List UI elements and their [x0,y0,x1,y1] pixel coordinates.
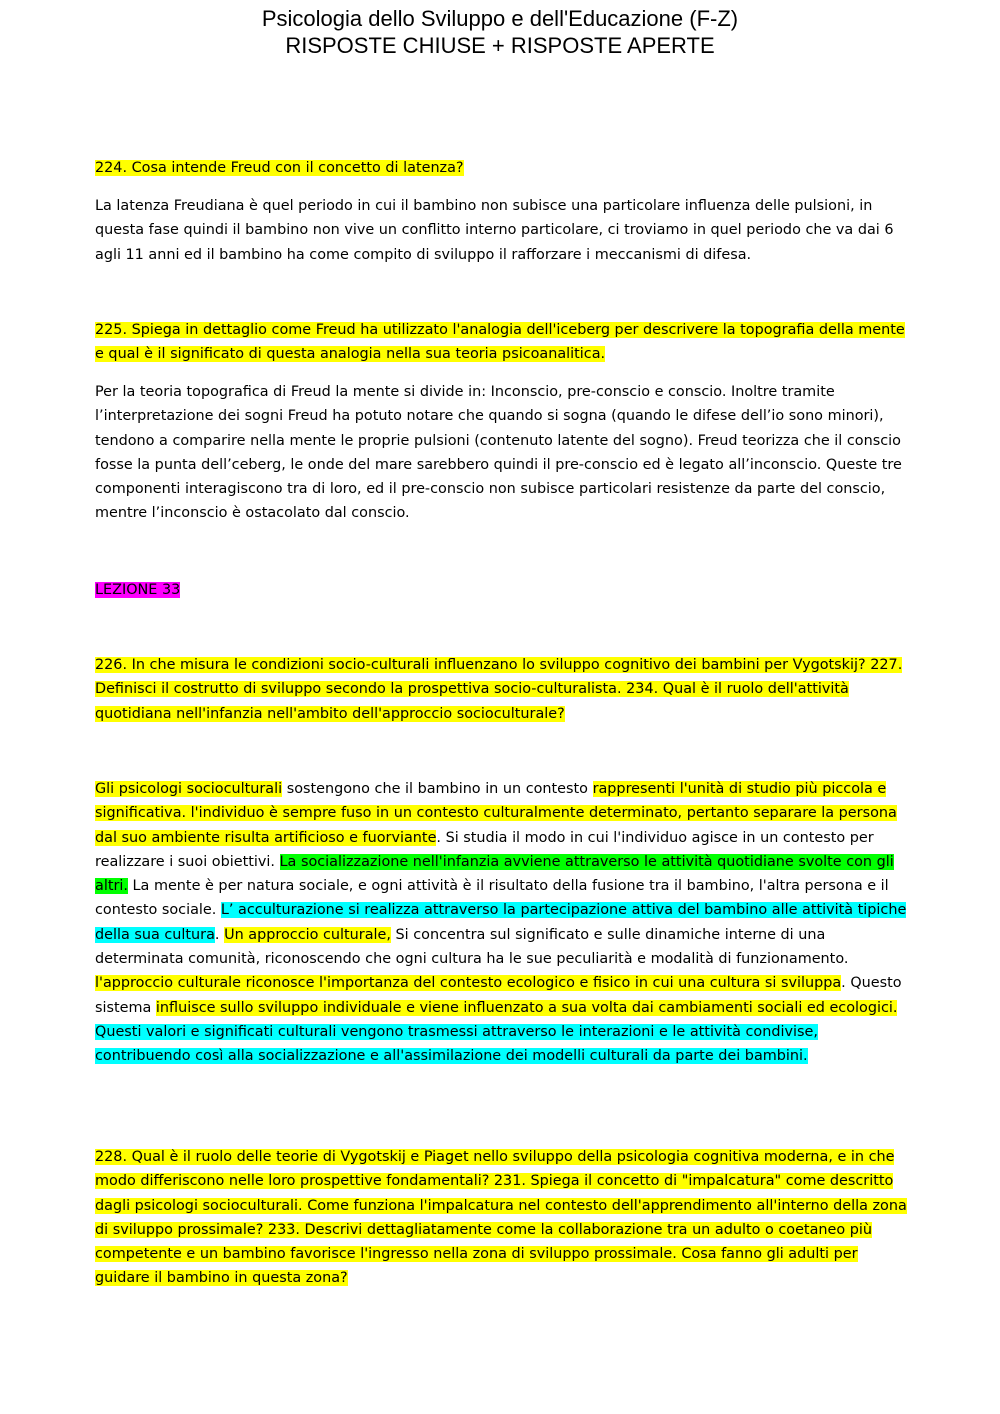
answer-226-seg5: La socializzazione nell'infanzia avviene attraverso le attività quotidiane svolte con gli altri. [95,853,894,895]
question-226 [95,653,907,726]
answer-226-seg7: L’ acculturazione si realizza attraverso la partecipazione attiva del bambino alle attività tipiche della sua cultura [95,902,907,943]
answer-226-seg4: . Si studia il modo in cui l'individuo agisce in un contesto per realizzare i suoi obiettivi. [95,829,874,870]
answer-226-seg3: rappresenti l'unità di studio più piccola e significativa. l'individuo è sempre fuso in un contesto culturalmente determinato, pertanto separare la persona dal suo ambiente risulta artificioso e fuorviante [95,781,897,846]
answer-225: Per la teoria topografica di Freud la mente si divide in: Inconscio, pre-conscio e conscio. Inoltre tramite l’interpretazione dei sogni Freud ha potuto notare che quando si sogna (quando le difese dell’io sono minori), tendono a comparire nella mente le proprie pulsioni (contenuto latente del sogno). Freud teorizza che il conscio fosse la punta dell’ceberg, le onde del mare sarebbero quindi il pre-conscio ed è legato all’inconscio. Queste tre componenti interagiscono tra di loro, ed il pre-conscio non subisce particolari resistenze da parte del conscio, mentre l’inconscio è ostacolato dal conscio. [95,384,902,522]
question-228-text: 228. Qual è il ruolo delle teorie di Vygotskij e Piaget nello sviluppo della psicologia cognitiva moderna, e in che modo differiscono nelle loro prospettive fondamentali? 231. Spiega il concetto di "impalcatura" come descritto dagli psicologi socioculturali. Come funziona l'impalcatura nel contesto dell'apprendimento all'interno della zona di sviluppo prossimale? 233. Descrivi dettagliatamente come la collaborazione tra un adulto o coetaneo più competente e un bambino favorisce l'ingresso nella zona di sviluppo prossimale. Cosa fanno gli adulti per guidare il bambino in questa zona? [95,1149,907,1287]
question-225 [95,318,907,367]
answer-224: La latenza Freudiana è quel periodo in cui il bambino non subisce una particolare influenza delle pulsioni, in questa fase quindi il bambino non vive un conflitto interno particolare, ci troviamo in quel periodo che va dai 6 agli 11 anni ed il bambino ha come compito di sviluppo il rafforzare i meccanismi di difesa. [95,198,894,263]
answer-226-seg13: influisce sullo sviluppo individuale e viene influenzato a sua volta dai cambiamenti sociali ed ecologici. [155,999,898,1016]
answer-226-seg8: . [214,926,225,943]
document-title: Psicologia dello Sviluppo e dell'Educazione (F-Z) [261,6,739,31]
question-228 [95,1145,907,1291]
lesson-label: LEZIONE 33 [95,582,181,598]
answer-226-seg9: Un approccio culturale, [224,926,391,943]
answer-226-seg1: Gli psicologi socioculturali [95,781,283,797]
answer-226-seg2: sostengono che il bambino in un contesto [282,781,593,797]
document-header [0,5,1000,59]
question-226-text: 226. In che misura le condizioni socio-culturali influenzano lo sviluppo cognitivo dei bambini per Vygotskij? 227. Definisci il costrutto di sviluppo secondo la prospettiva socio-culturalista. 234. Qual è il ruolo dell'attività quotidiana nell'infanzia nell'ambito dell'approccio socioculturale? [95,657,903,722]
answer-226-seg10: Si concentra sul significato e sulle dinamiche interne di una determinata comunità, riconoscendo che ogni cultura ha le sue peculiarità e modalità di funzionamento. [95,926,849,968]
answer-226-seg11: l'approccio culturale riconosce l'importanza del contesto ecologico e fisico in cui una cultura si sviluppa [95,975,842,992]
answer-226-seg6: La mente è per natura sociale, e ogni attività è il risultato della fusione tra il bambino, l'altra persona e il contesto sociale. [95,878,889,919]
lesson-heading [95,578,907,602]
answer-226-seg12: . Questo sistema [95,975,902,1016]
answer-226-seg15: Questi valori e significati culturali vengono trasmessi attraverso le interazioni e le attività condivise, contribuendo così alla socializzazione e all'assimilazione dei modelli culturali da parte dei bambini. [95,1023,818,1065]
question-225-text: 225. Spiega in dettaglio come Freud ha utilizzato l'analogia dell'iceberg per descrivere la topografia della mente e qual è il significato di questa analogia nella sua teoria psicoanalitica. [95,322,905,363]
document-subtitle: RISPOSTE CHIUSE + RISPOSTE APERTE [285,33,715,58]
question-224 [95,156,907,180]
question-224-text: 224. Cosa intende Freud con il concetto di latenza? [95,160,464,176]
answer-226 [95,777,907,1069]
